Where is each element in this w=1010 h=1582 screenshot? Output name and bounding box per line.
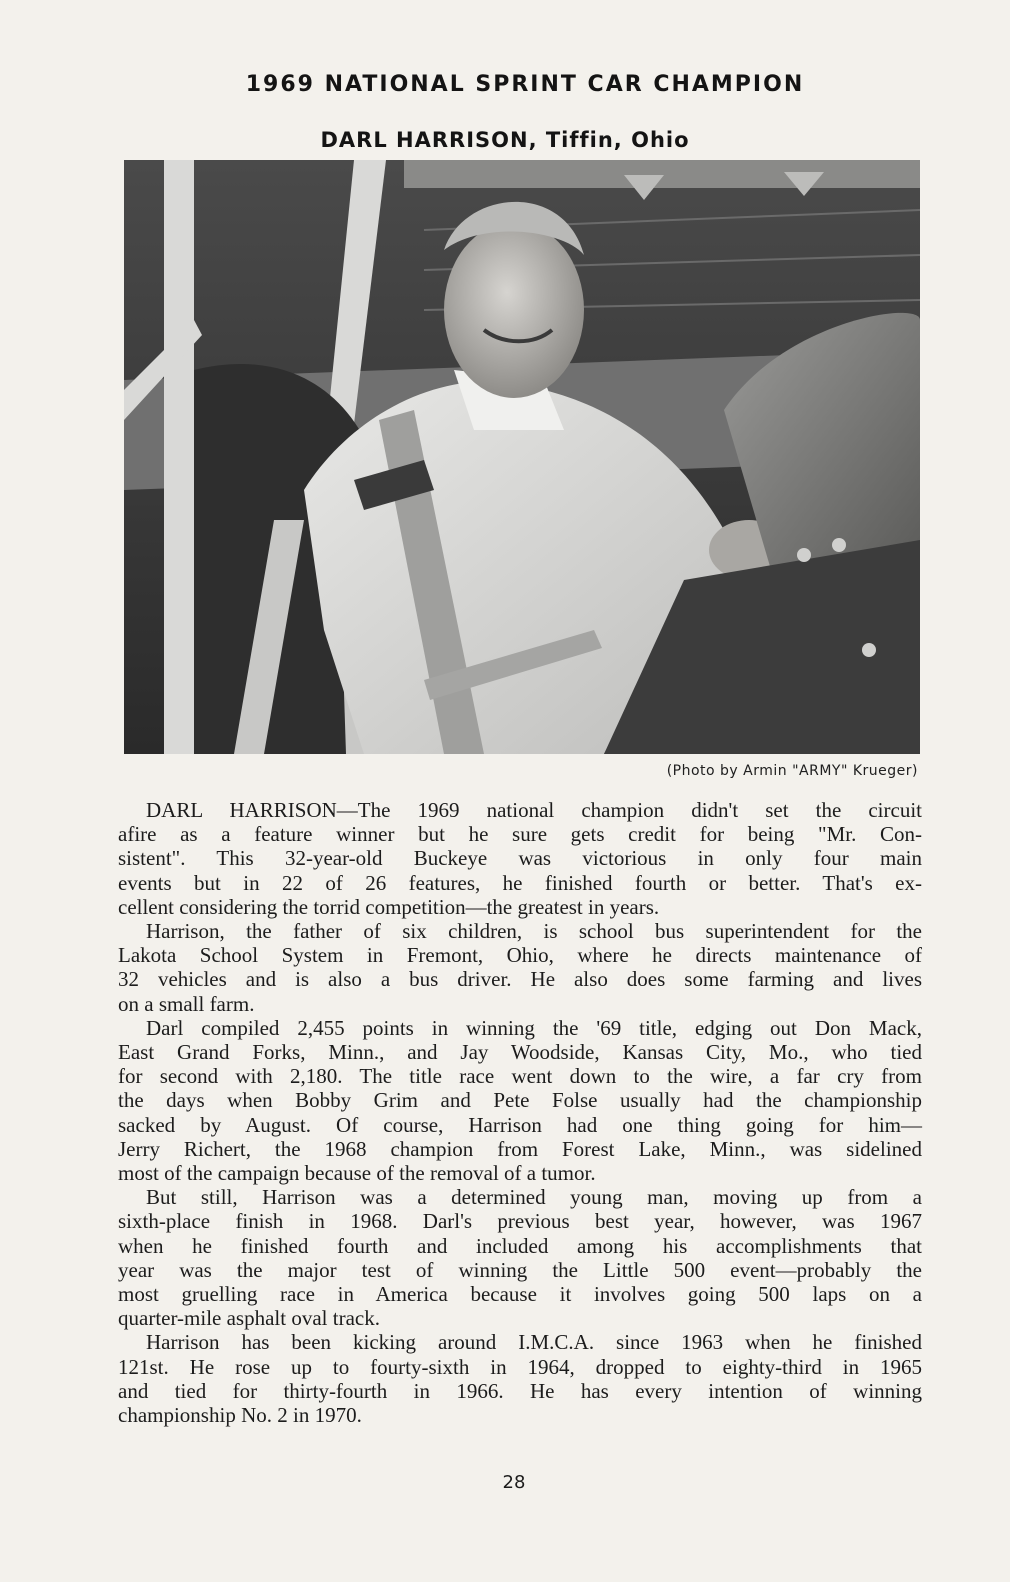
article-line: most gruelling race in America because it involves going 500 laps on a <box>118 1282 922 1307</box>
article-line: cellent considering the torrid competition—the greatest in years. <box>118 894 660 919</box>
article-line: the days when Bobby Grim and Pete Folse usually had the championship <box>118 1088 922 1113</box>
article-line: But still, Harrison was a determined young man, moving up from a <box>146 1185 922 1210</box>
article-line: sixth-place finish in 1968. Darl's previous best year, however, was 1967 <box>118 1209 922 1234</box>
article-line: on a small farm. <box>118 991 255 1016</box>
article-line: Jerry Richert, the 1968 champion from Forest Lake, Minn., was sidelined <box>118 1136 922 1161</box>
article-line: 32 vehicles and is also a bus driver. He also does some farming and lives <box>118 967 922 992</box>
article-line: Harrison has been kicking around I.M.C.A. since 1963 when he finished <box>146 1330 922 1355</box>
article-line: 121st. He rose up to fourty-sixth in 1964, dropped to eighty-third in 1965 <box>118 1354 922 1379</box>
article-line: sistent". This 32-year-old Buckeye was victorious in only four main <box>118 846 922 871</box>
driver-photo <box>124 160 920 754</box>
article-line: Darl compiled 2,455 points in winning the '69 title, edging out Don Mack, <box>146 1015 922 1040</box>
article-line: DARL HARRISON—The 1969 national champion didn't set the circuit <box>146 798 922 822</box>
article-line: Lakota School System in Fremont, Ohio, where he directs maintenance of <box>118 943 922 968</box>
article-body <box>118 798 922 1427</box>
article-line: and tied for thirty-fourth in 1966. He has every intention of winning <box>118 1378 922 1403</box>
article-line: when he finished fourth and included among his accomplishments that <box>118 1233 922 1258</box>
article-line: Harrison, the father of six children, is school bus superintendent for the <box>146 919 922 944</box>
photo-credit: (Photo by Armin "ARMY" Krueger) <box>666 763 918 779</box>
page-number: 28 <box>502 1472 526 1493</box>
page-subtitle: DARL HARRISON, Tiffin, Ohio <box>320 128 690 152</box>
article-line: afire as a feature winner but he sure gets credit for being "Mr. Con- <box>118 822 922 847</box>
article-line: quarter-mile asphalt oval track. <box>118 1306 380 1331</box>
article-line: championship No. 2 in 1970. <box>118 1403 362 1428</box>
article-line: East Grand Forks, Minn., and Jay Woodside, Kansas City, Mo., who tied <box>118 1040 922 1065</box>
article-line: most of the campaign because of the removal of a tumor. <box>118 1161 596 1186</box>
article-line: year was the major test of winning the Little 500 event—probably the <box>118 1257 922 1282</box>
article-line: sacked by August. Of course, Harrison had one thing going for him— <box>118 1112 922 1137</box>
article-line: events but in 22 of 26 features, he finished fourth or better. That's ex- <box>118 870 922 895</box>
article-line: for second with 2,180. The title race went down to the wire, a far cry from <box>118 1064 922 1089</box>
page-title: 1969 NATIONAL SPRINT CAR CHAMPION <box>245 72 805 97</box>
